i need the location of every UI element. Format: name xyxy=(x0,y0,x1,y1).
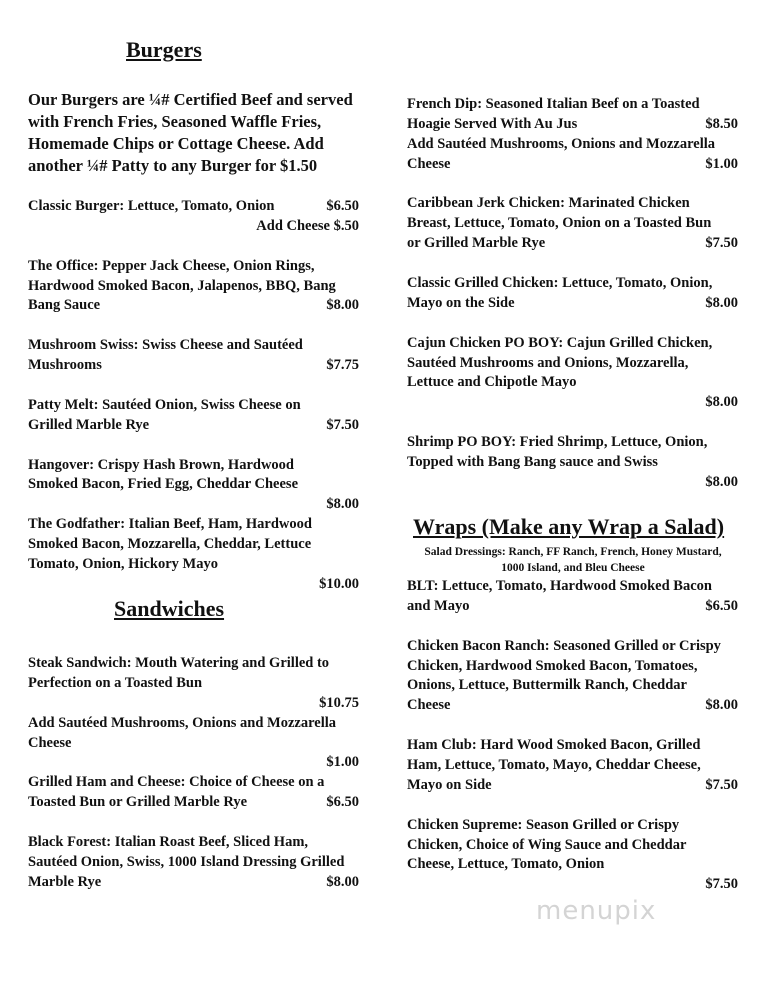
dressings-line: Salad Dressings: Ranch, FF Ranch, French, Honey Mustard, xyxy=(424,546,722,558)
menupix-watermark: menupix xyxy=(536,896,657,926)
menu-line xyxy=(28,734,359,754)
item-text: The Office: Pepper Jack Cheese, Onion Rings, xyxy=(28,257,315,274)
spacer xyxy=(28,237,359,257)
menu-line xyxy=(28,475,359,495)
item-text: or Grilled Marble Rye xyxy=(407,235,546,252)
item-price: $8.00 xyxy=(326,873,359,890)
spacer xyxy=(407,716,738,736)
menu-line xyxy=(407,473,738,493)
item-text: French Dip: Seasoned Italian Beef on a Toasted xyxy=(407,96,700,112)
item-text: Ham Club: Hard Wood Smoked Bacon, Grilled xyxy=(407,737,701,754)
menu-line xyxy=(28,753,359,773)
menu-line xyxy=(28,416,359,436)
menu-line xyxy=(407,577,738,597)
menu-line xyxy=(407,373,738,393)
item-text: Steak Sandwich: Mouth Watering and Grilled to xyxy=(28,655,330,671)
menu-line xyxy=(28,535,359,555)
item-text: Onions, Lettuce, Buttermilk Ranch, Cheddar xyxy=(407,677,687,694)
item-text: Chicken, Choice of Wing Sauce and Cheddar xyxy=(407,836,687,853)
item-text: Black Forest: Italian Roast Beef, Sliced Ham, xyxy=(28,834,309,851)
intro-line: Homemade Chips or Cottage Cheese. Add xyxy=(28,134,324,153)
item-text: Tomato, Onion, Hickory Mayo xyxy=(28,556,218,573)
item-price: $8.00 xyxy=(705,473,738,490)
menu-line xyxy=(407,776,738,796)
item-price: $10.00 xyxy=(319,575,359,592)
item-text: Chicken Supreme: Season Grilled or Crispy xyxy=(407,816,680,833)
menu-line xyxy=(407,597,738,617)
intro-line: Our Burgers are ¼# Certified Beef and served xyxy=(28,90,353,109)
item-price: $6.50 xyxy=(326,794,359,811)
item-text: Ham, Lettuce, Tomato, Mayo, Cheddar Cheese, xyxy=(407,757,701,774)
menu-line xyxy=(407,393,738,413)
intro-line: with French Fries, Seasoned Waffle Fries, xyxy=(28,112,322,131)
menu-line xyxy=(407,155,738,175)
menu-line xyxy=(407,294,738,314)
item-text: Grilled Ham and Cheese: Choice of Cheese on a xyxy=(28,774,325,791)
item-text: Breast, Lettuce, Tomato, Onion on a Toasted Bun xyxy=(407,215,712,232)
item-text: Bang Sauce xyxy=(28,297,101,314)
menu-line xyxy=(28,277,359,297)
spacer xyxy=(28,376,359,396)
spacer xyxy=(407,796,738,816)
spacer xyxy=(28,436,359,456)
menu-line xyxy=(407,334,738,354)
item-text: Cajun Chicken PO BOY: Cajun Grilled Chicken, xyxy=(407,334,713,351)
item-text: Caribbean Jerk Chicken: Marinated Chicken xyxy=(407,195,690,212)
menu-line xyxy=(407,453,738,473)
menu-line xyxy=(407,194,738,214)
menu-line xyxy=(407,696,738,716)
salad-dressings xyxy=(403,544,743,576)
item-price: $7.50 xyxy=(705,235,738,252)
item-price: $6.50 xyxy=(326,198,359,214)
spacer xyxy=(28,813,359,833)
item-text: Hangover: Crispy Hash Brown, Hardwood xyxy=(28,456,294,473)
item-text: Classic Burger: Lettuce, Tomato, Onion xyxy=(28,198,275,214)
menu-line xyxy=(407,736,738,756)
item-price: Add Cheese $.50 xyxy=(256,217,359,234)
item-text: Chicken Bacon Ranch: Seasoned Grilled or Crispy xyxy=(407,637,721,654)
burgers-intro xyxy=(28,89,368,177)
menu-line xyxy=(28,217,359,237)
burger-list xyxy=(28,197,359,595)
spacer xyxy=(407,175,738,195)
menu-line xyxy=(28,674,359,694)
item-text: Perfection on a Toasted Bun xyxy=(28,674,203,691)
item-text: Sautéed Mushrooms and Onions, Mozzarella, xyxy=(407,354,689,371)
item-price: $1.00 xyxy=(705,155,738,172)
menu-line xyxy=(28,555,359,575)
item-text: Hoagie Served With Au Jus xyxy=(407,115,578,132)
spacer xyxy=(407,617,738,637)
item-price: $8.00 xyxy=(326,496,359,513)
item-text: Mayo on Side xyxy=(407,776,492,793)
menu-line xyxy=(28,396,359,416)
item-text: Mushrooms xyxy=(28,357,102,374)
menu-line xyxy=(28,654,359,674)
menu-line xyxy=(28,336,359,356)
menu-line xyxy=(28,257,359,277)
item-text: The Godfather: Italian Beef, Ham, Hardwood xyxy=(28,516,312,533)
menu-line xyxy=(28,456,359,476)
menu-line xyxy=(28,833,359,853)
item-price: $10.75 xyxy=(319,694,359,711)
menu-line xyxy=(28,296,359,316)
menu-line xyxy=(407,875,738,895)
burgers-heading: Burgers xyxy=(126,37,202,62)
item-price: $7.50 xyxy=(705,876,738,893)
item-text: Classic Grilled Chicken: Lettuce, Tomato, Onion, xyxy=(407,275,713,292)
wraps-heading: Wraps (Make any Wrap a Salad) xyxy=(413,514,725,539)
wrap-list xyxy=(407,577,738,895)
sandwich-list-right xyxy=(407,95,738,493)
item-text: Marble Rye xyxy=(28,873,102,890)
item-text: BLT: Lettuce, Tomato, Hardwood Smoked Bacon xyxy=(407,578,712,594)
item-text: Mushroom Swiss: Swiss Cheese and Sautéed xyxy=(28,337,303,354)
spacer xyxy=(28,316,359,336)
menu-line xyxy=(28,694,359,714)
menu-line xyxy=(28,714,359,734)
menu-line xyxy=(407,676,738,696)
item-text: Shrimp PO BOY: Fried Shrimp, Lettuce, Onion, xyxy=(407,434,708,451)
item-price: $7.75 xyxy=(326,357,359,374)
item-text: Hardwood Smoked Bacon, Jalapenos, BBQ, Bang xyxy=(28,277,336,294)
spacer xyxy=(407,254,738,274)
menu-line xyxy=(407,135,738,155)
menu-line xyxy=(407,816,738,836)
spacer xyxy=(407,314,738,334)
item-price: $1.00 xyxy=(326,754,359,771)
menu-line xyxy=(407,657,738,677)
menu-line xyxy=(28,575,359,595)
item-text: Smoked Bacon, Mozzarella, Cheddar, Lettuce xyxy=(28,536,312,553)
menu-line xyxy=(28,853,359,873)
menu-line xyxy=(28,356,359,376)
menu-line xyxy=(28,773,359,793)
menu-line xyxy=(407,115,738,135)
menu-line xyxy=(28,495,359,515)
item-price: $8.00 xyxy=(705,294,738,311)
menu-line xyxy=(28,793,359,813)
item-text: Patty Melt: Sautéed Onion, Swiss Cheese on xyxy=(28,396,301,413)
item-text: and Mayo xyxy=(407,597,470,614)
sandwiches-heading: Sandwiches xyxy=(114,596,225,621)
menu-line xyxy=(28,197,359,217)
menu-line xyxy=(407,214,738,234)
item-price: $8.00 xyxy=(326,297,359,314)
menu-line xyxy=(28,515,359,535)
menu-line xyxy=(407,756,738,776)
menu-line xyxy=(407,433,738,453)
item-text: Smoked Bacon, Fried Egg, Cheddar Cheese xyxy=(28,476,299,493)
item-price: $7.50 xyxy=(705,776,738,793)
menu-line xyxy=(407,637,738,657)
item-text: Topped with Bang Bang sauce and Swiss xyxy=(407,454,658,471)
menu-line xyxy=(407,836,738,856)
menu-line xyxy=(407,354,738,374)
item-text: Lettuce and Chipotle Mayo xyxy=(407,374,577,391)
item-text: Sautéed Onion, Swiss, 1000 Island Dressing Grilled xyxy=(28,853,345,870)
item-price: $8.50 xyxy=(705,115,738,132)
item-text: Chicken, Hardwood Smoked Bacon, Tomatoes, xyxy=(407,657,698,674)
item-price: $6.50 xyxy=(705,597,738,614)
item-price: $7.50 xyxy=(326,416,359,433)
menu-line xyxy=(407,95,738,115)
item-text: Cheese xyxy=(407,697,451,714)
item-text: Cheese xyxy=(407,155,451,172)
item-text: Toasted Bun or Grilled Marble Rye xyxy=(28,794,248,811)
intro-line: another ¼# Patty to any Burger for $1.50 xyxy=(28,156,318,175)
item-price: $8.00 xyxy=(705,697,738,714)
item-text: Add Sautéed Mushrooms, Onions and Mozzarella xyxy=(407,135,716,152)
item-text: Grilled Marble Rye xyxy=(28,416,150,433)
item-price: $8.00 xyxy=(705,394,738,411)
item-text: Cheese, Lettuce, Tomato, Onion xyxy=(407,856,605,873)
dressings-line: 1000 Island, and Bleu Cheese xyxy=(501,562,645,574)
menu-line xyxy=(407,855,738,875)
spacer xyxy=(407,413,738,433)
menu-line xyxy=(28,873,359,893)
sandwich-list xyxy=(28,654,359,893)
menu-line xyxy=(407,234,738,254)
item-text: Add Sautéed Mushrooms, Onions and Mozzarella xyxy=(28,714,337,731)
item-text: Cheese xyxy=(28,734,72,751)
menu-line xyxy=(407,274,738,294)
item-text: Mayo on the Side xyxy=(407,294,515,311)
